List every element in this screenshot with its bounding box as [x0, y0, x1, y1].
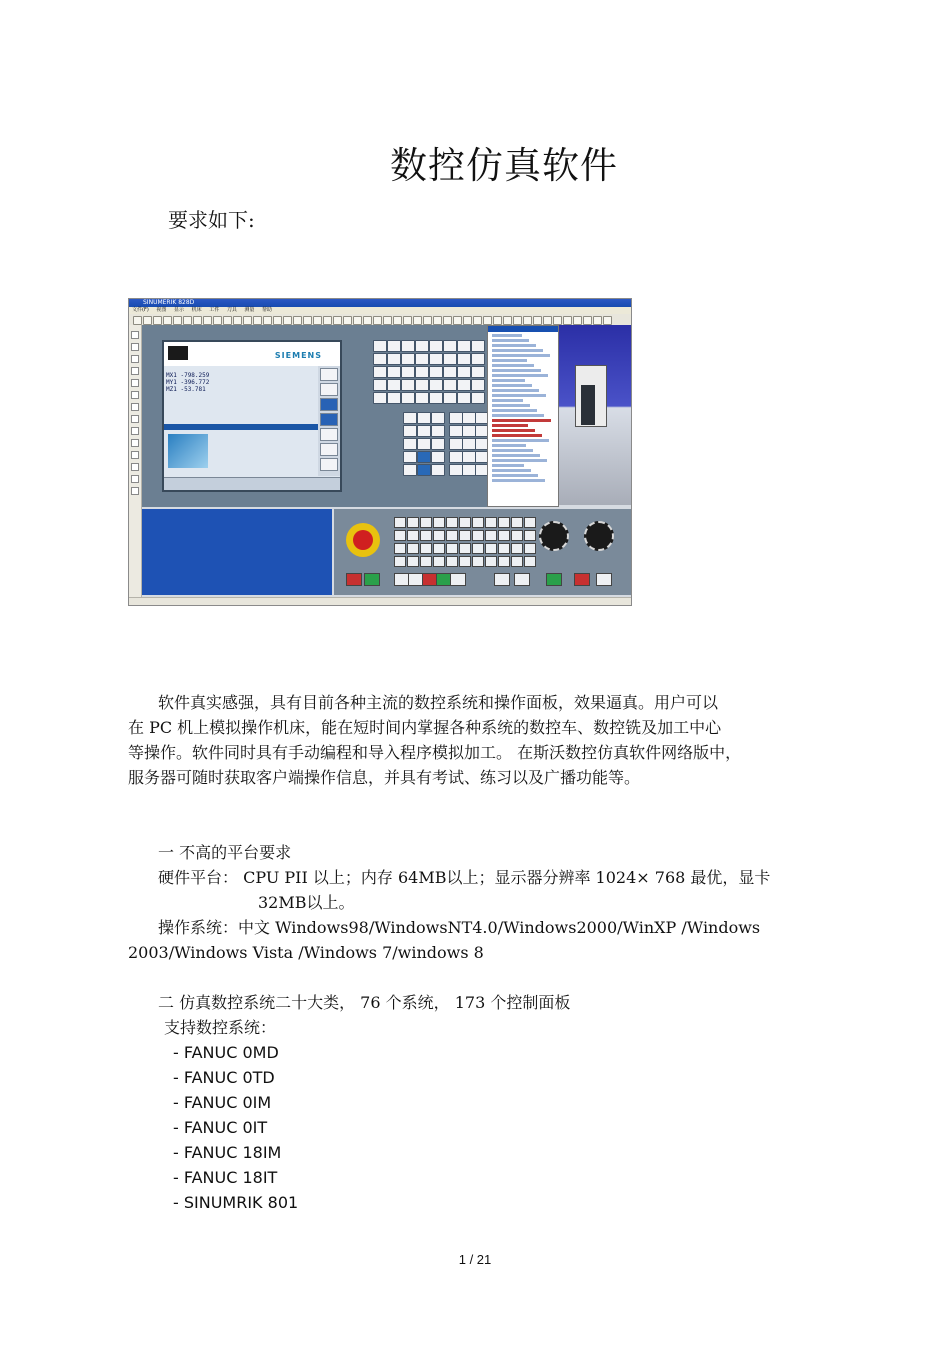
- tree-node[interactable]: [492, 354, 550, 357]
- intro-line: 软件真实感强，具有目前各种主流的数控系统和操作面板，效果逼真。用户可以: [158, 693, 719, 712]
- keypad-key[interactable]: [401, 353, 415, 365]
- keypad-key[interactable]: [387, 392, 401, 404]
- section-2: [128, 990, 828, 1040]
- toolbar-button[interactable]: [473, 316, 482, 325]
- menu-item[interactable]: 测量: [244, 307, 255, 313]
- axis-value: -798.259: [180, 372, 210, 379]
- toolbar-button[interactable]: [593, 316, 602, 325]
- control-key[interactable]: [420, 517, 432, 528]
- keypad-key[interactable]: [373, 353, 387, 365]
- intro-paragraph: [128, 690, 828, 790]
- side-tool-button[interactable]: [131, 343, 139, 351]
- control-key[interactable]: [433, 543, 445, 554]
- toolbar-button[interactable]: [343, 316, 352, 325]
- list-item: - FANUC 18IM: [173, 1143, 282, 1162]
- tree-header: [488, 326, 558, 332]
- intro-line: 在 PC 机上模拟操作机床，能在短时间内掌握各种系统的数控车、数控铣及加工中心: [128, 718, 722, 737]
- numeric-key[interactable]: [449, 438, 463, 450]
- alpha-keypad: [373, 340, 487, 490]
- numeric-key[interactable]: [462, 438, 476, 450]
- cursor-key[interactable]: [431, 464, 445, 476]
- control-key[interactable]: [472, 530, 484, 541]
- side-tool-button[interactable]: [131, 403, 139, 411]
- keypad-key[interactable]: [401, 366, 415, 378]
- page-number: 1 / 21: [458, 1252, 492, 1267]
- system-list: [173, 1040, 298, 1215]
- side-tool-button[interactable]: [131, 463, 139, 471]
- toolbar-button[interactable]: [283, 316, 292, 325]
- cursor-key[interactable]: [403, 438, 417, 450]
- control-key[interactable]: [511, 530, 523, 541]
- side-tool-button[interactable]: [131, 475, 139, 483]
- keypad-key[interactable]: [429, 392, 443, 404]
- toolbar-button[interactable]: [423, 316, 432, 325]
- left-tool-strip: [129, 325, 142, 597]
- control-key[interactable]: [446, 543, 458, 554]
- control-key[interactable]: [498, 530, 510, 541]
- cursor-key[interactable]: [417, 412, 431, 424]
- control-key[interactable]: [420, 543, 432, 554]
- toolbar-button[interactable]: [363, 316, 372, 325]
- cursor-key[interactable]: [431, 438, 445, 450]
- intro-line: 等操作。软件同时具有手动编程和导入程序模拟加工。 在斯沃数控仿真软件网络版中，: [128, 743, 742, 762]
- toolbar-button[interactable]: [133, 316, 142, 325]
- keypad-key[interactable]: [415, 340, 429, 352]
- control-key[interactable]: [407, 517, 419, 528]
- cursor-key[interactable]: [403, 412, 417, 424]
- toolbar-button[interactable]: [353, 316, 362, 325]
- keypad-key[interactable]: [387, 379, 401, 391]
- control-key[interactable]: [511, 543, 523, 554]
- tree-node[interactable]: [492, 474, 538, 477]
- tree-node[interactable]: [492, 454, 540, 457]
- keypad-key[interactable]: [443, 366, 457, 378]
- keypad-key[interactable]: [401, 392, 415, 404]
- subtitle: 要求如下:: [168, 208, 255, 232]
- numeric-key[interactable]: [449, 464, 463, 476]
- numeric-key[interactable]: [462, 412, 476, 424]
- tree-node[interactable]: [492, 409, 537, 412]
- menu-item[interactable]: 文件(F): [132, 307, 149, 313]
- toolbar-button[interactable]: [243, 316, 252, 325]
- keypad-key[interactable]: [443, 392, 457, 404]
- control-key[interactable]: [433, 556, 445, 567]
- tree-node[interactable]: [492, 419, 551, 422]
- tool-simulation-view: [168, 434, 208, 468]
- tree-node[interactable]: [492, 369, 541, 372]
- toolbar-button[interactable]: [503, 316, 512, 325]
- tree-node[interactable]: [492, 374, 548, 377]
- toolbar-button[interactable]: [523, 316, 532, 325]
- feed-override-dial[interactable]: [539, 521, 569, 551]
- tree-node[interactable]: [492, 339, 529, 342]
- toolbar-button[interactable]: [513, 316, 522, 325]
- numeric-key[interactable]: [462, 451, 476, 463]
- keypad-key[interactable]: [457, 353, 471, 365]
- toolbar-button[interactable]: [433, 316, 442, 325]
- toolbar-button[interactable]: [413, 316, 422, 325]
- axis-label: MY1: [166, 379, 177, 386]
- keypad-key[interactable]: [429, 340, 443, 352]
- tree-node[interactable]: [492, 429, 535, 432]
- toolbar-button[interactable]: [253, 316, 262, 325]
- side-tool-button[interactable]: [131, 427, 139, 435]
- menu-bar: [129, 307, 631, 314]
- cursor-key[interactable]: [403, 451, 417, 463]
- cursor-key[interactable]: [431, 425, 445, 437]
- toolbar-button[interactable]: [443, 316, 452, 325]
- menu-item[interactable]: 视图: [156, 307, 167, 313]
- machine-control-panel: [334, 509, 631, 595]
- side-tool-button[interactable]: [131, 439, 139, 447]
- control-key[interactable]: [459, 517, 471, 528]
- intro-line: 服务器可随时获取客户端操作信息，并具有考试、练习以及广播功能等。: [128, 768, 641, 787]
- status-strip: [164, 424, 340, 430]
- control-key[interactable]: [472, 517, 484, 528]
- coordinate-readout: [166, 372, 316, 422]
- toolbar-button[interactable]: [273, 316, 282, 325]
- os-requirements: 操作系统：中文 Windows98/WindowsNT4.0/Windows2000/WinXP /Windows: [158, 918, 761, 937]
- control-key[interactable]: [485, 543, 497, 554]
- keypad-key[interactable]: [429, 353, 443, 365]
- toolbar-button[interactable]: [583, 316, 592, 325]
- tree-node[interactable]: [492, 459, 547, 462]
- control-key[interactable]: [524, 517, 536, 528]
- horizontal-softkeys[interactable]: [164, 477, 340, 490]
- side-tool-button[interactable]: [131, 451, 139, 459]
- screen-header: [164, 342, 340, 366]
- control-key[interactable]: [459, 556, 471, 567]
- control-key[interactable]: [485, 556, 497, 567]
- tree-node[interactable]: [492, 349, 543, 352]
- control-key[interactable]: [494, 573, 510, 586]
- window-title-bar: SINUMERIK 828D: [129, 299, 631, 307]
- tree-node[interactable]: [492, 449, 533, 452]
- side-tool-button[interactable]: [131, 415, 139, 423]
- keypad-key[interactable]: [401, 379, 415, 391]
- tree-node[interactable]: [492, 479, 545, 482]
- keypad-key[interactable]: [457, 366, 471, 378]
- tree-node[interactable]: [492, 439, 549, 442]
- keypad-key[interactable]: [373, 340, 387, 352]
- menu-item[interactable]: 工件: [209, 307, 220, 313]
- control-key[interactable]: [498, 517, 510, 528]
- blue-panel: [142, 509, 332, 595]
- toolbar-button[interactable]: [263, 316, 272, 325]
- toolbar-button[interactable]: [533, 316, 542, 325]
- softkey[interactable]: [320, 398, 338, 411]
- softkey[interactable]: [320, 458, 338, 471]
- cursor-key[interactable]: [431, 412, 445, 424]
- cursor-key[interactable]: [417, 464, 431, 476]
- toolbar-button[interactable]: [483, 316, 492, 325]
- tree-node[interactable]: [492, 389, 539, 392]
- control-key[interactable]: [485, 530, 497, 541]
- control-key[interactable]: [407, 556, 419, 567]
- model-tree: [487, 325, 559, 507]
- tree-node[interactable]: [492, 359, 527, 362]
- toolbar-button[interactable]: [153, 316, 162, 325]
- control-key[interactable]: [511, 517, 523, 528]
- toolbar-button[interactable]: [403, 316, 412, 325]
- keypad-key[interactable]: [471, 340, 485, 352]
- tree-node[interactable]: [492, 444, 526, 447]
- control-key[interactable]: [472, 556, 484, 567]
- tree-node[interactable]: [492, 464, 524, 467]
- cursor-key[interactable]: [403, 425, 417, 437]
- status-bar: [129, 597, 631, 605]
- cursor-key[interactable]: [417, 438, 431, 450]
- axis-value: -396.772: [180, 379, 210, 386]
- keypad-key[interactable]: [457, 392, 471, 404]
- control-key[interactable]: [546, 573, 562, 586]
- cnc-panel: [142, 325, 487, 507]
- side-tool-button[interactable]: [131, 367, 139, 375]
- keypad-key[interactable]: [401, 340, 415, 352]
- toolbar-button[interactable]: [543, 316, 552, 325]
- axis-value: -53.781: [180, 386, 206, 393]
- keypad-key[interactable]: [387, 366, 401, 378]
- side-tool-button[interactable]: [131, 391, 139, 399]
- side-tool-button[interactable]: [131, 379, 139, 387]
- numeric-key[interactable]: [462, 425, 476, 437]
- emergency-stop-button[interactable]: [346, 523, 380, 557]
- support-label: 支持数控系统：: [164, 1018, 277, 1037]
- side-tool-button[interactable]: [131, 331, 139, 339]
- spindle-model: [581, 385, 595, 425]
- cursor-key[interactable]: [403, 464, 417, 476]
- tree-node[interactable]: [492, 394, 546, 397]
- toolbar-button[interactable]: [323, 316, 332, 325]
- control-key[interactable]: [407, 543, 419, 554]
- list-item: - FANUC 18IT: [173, 1168, 278, 1187]
- softkey[interactable]: [320, 383, 338, 396]
- control-key[interactable]: [524, 530, 536, 541]
- control-key[interactable]: [459, 543, 471, 554]
- list-item: - FANUC 0TD: [173, 1068, 275, 1087]
- os-requirements-cont: 2003/Windows Vista /Windows 7/windows 8: [128, 943, 484, 962]
- keypad-key[interactable]: [415, 366, 429, 378]
- menu-item[interactable]: 帮助: [262, 307, 273, 313]
- vertical-softkeys: [318, 366, 340, 476]
- softkey[interactable]: [320, 368, 338, 381]
- control-key[interactable]: [485, 517, 497, 528]
- menu-item[interactable]: 显示: [173, 307, 184, 313]
- control-key[interactable]: [574, 573, 590, 586]
- software-screenshot: [128, 298, 632, 606]
- keypad-key[interactable]: [457, 340, 471, 352]
- control-key[interactable]: [420, 556, 432, 567]
- control-key[interactable]: [524, 543, 536, 554]
- tree-node[interactable]: [492, 434, 542, 437]
- toolbar-button[interactable]: [383, 316, 392, 325]
- numeric-key[interactable]: [462, 464, 476, 476]
- keypad-key[interactable]: [415, 353, 429, 365]
- keypad-key[interactable]: [443, 340, 457, 352]
- control-key[interactable]: [498, 543, 510, 554]
- toolbar-button[interactable]: [393, 316, 402, 325]
- keypad-key[interactable]: [415, 379, 429, 391]
- tree-node[interactable]: [492, 334, 522, 337]
- keypad-key[interactable]: [429, 366, 443, 378]
- machine-3d-view: [559, 325, 631, 505]
- control-key[interactable]: [420, 530, 432, 541]
- keypad-key[interactable]: [443, 353, 457, 365]
- section-1: [128, 840, 828, 965]
- keypad-key[interactable]: [387, 353, 401, 365]
- menu-item[interactable]: 刀具: [226, 307, 237, 313]
- menu-item[interactable]: 机床: [191, 307, 202, 313]
- toolbar-button[interactable]: [573, 316, 582, 325]
- control-key[interactable]: [472, 543, 484, 554]
- control-key[interactable]: [364, 573, 380, 586]
- list-item: - SINUMRIK 801: [173, 1193, 299, 1212]
- list-item: - FANUC 0MD: [173, 1043, 279, 1062]
- numeric-key[interactable]: [449, 412, 463, 424]
- control-key[interactable]: [511, 556, 523, 567]
- side-tool-button[interactable]: [131, 355, 139, 363]
- control-key[interactable]: [450, 573, 466, 586]
- toolbar-button[interactable]: [203, 316, 212, 325]
- keypad-key[interactable]: [471, 353, 485, 365]
- hardware-requirements: 硬件平台： CPU PII 以上；内存 64MB以上；显示器分辨率 1024× 768 最优，显卡: [158, 868, 771, 887]
- tree-node[interactable]: [492, 404, 530, 407]
- toolbar-button[interactable]: [333, 316, 342, 325]
- toolbar-button[interactable]: [183, 316, 192, 325]
- control-key[interactable]: [433, 530, 445, 541]
- softkey[interactable]: [320, 428, 338, 441]
- softkey[interactable]: [320, 413, 338, 426]
- control-key[interactable]: [407, 530, 419, 541]
- control-key[interactable]: [498, 556, 510, 567]
- axis-label: MZ1: [166, 386, 177, 393]
- toolbar-button[interactable]: [453, 316, 462, 325]
- control-key[interactable]: [596, 573, 612, 586]
- cursor-key[interactable]: [431, 451, 445, 463]
- tree-node[interactable]: [492, 399, 523, 402]
- control-key[interactable]: [394, 517, 406, 528]
- numeric-key[interactable]: [449, 451, 463, 463]
- toolbar-button[interactable]: [493, 316, 502, 325]
- toolbar-button[interactable]: [173, 316, 182, 325]
- control-key[interactable]: [433, 517, 445, 528]
- toolbar-button[interactable]: [603, 316, 612, 325]
- cnc-screen: [162, 340, 342, 492]
- keypad-key[interactable]: [429, 379, 443, 391]
- softkey[interactable]: [320, 443, 338, 456]
- section-heading: 一 不高的平台要求: [158, 843, 292, 862]
- mode-icon: [168, 346, 188, 360]
- control-key[interactable]: [394, 543, 406, 554]
- toolbar-button[interactable]: [563, 316, 572, 325]
- section-heading: 二 仿真数控系统二十大类， 76 个系统， 173 个控制面板: [158, 993, 571, 1012]
- keypad-key[interactable]: [471, 366, 485, 378]
- cursor-key[interactable]: [417, 425, 431, 437]
- cursor-key[interactable]: [417, 451, 431, 463]
- control-key[interactable]: [446, 530, 458, 541]
- toolbar-button[interactable]: [223, 316, 232, 325]
- page-title: 数控仿真软件: [390, 144, 618, 187]
- toolbar-button[interactable]: [373, 316, 382, 325]
- tree-node[interactable]: [492, 364, 534, 367]
- keypad-key[interactable]: [471, 392, 485, 404]
- toolbar-button[interactable]: [143, 316, 152, 325]
- control-key[interactable]: [446, 517, 458, 528]
- keypad-key[interactable]: [373, 379, 387, 391]
- numeric-key[interactable]: [449, 425, 463, 437]
- control-key[interactable]: [394, 530, 406, 541]
- toolbar-button[interactable]: [303, 316, 312, 325]
- toolbar-button[interactable]: [233, 316, 242, 325]
- tree-node[interactable]: [492, 384, 532, 387]
- hardware-requirements-cont: 32MB以上。: [258, 893, 355, 912]
- axis-label: MX1: [166, 372, 177, 379]
- control-key[interactable]: [394, 556, 406, 567]
- control-key[interactable]: [346, 573, 362, 586]
- control-key[interactable]: [446, 556, 458, 567]
- brand-logo: SIEMENS: [274, 351, 322, 360]
- toolbar-button[interactable]: [213, 316, 222, 325]
- spindle-override-dial[interactable]: [584, 521, 614, 551]
- keypad-key[interactable]: [373, 366, 387, 378]
- control-key[interactable]: [514, 573, 530, 586]
- side-tool-button[interactable]: [131, 487, 139, 495]
- keypad-key[interactable]: [471, 379, 485, 391]
- tree-node[interactable]: [492, 414, 544, 417]
- toolbar-button[interactable]: [293, 316, 302, 325]
- tree-node[interactable]: [492, 344, 536, 347]
- tree-node[interactable]: [492, 424, 528, 427]
- control-key[interactable]: [459, 530, 471, 541]
- toolbar-button[interactable]: [193, 316, 202, 325]
- tree-node[interactable]: [492, 469, 531, 472]
- toolbar-button[interactable]: [163, 316, 172, 325]
- list-item: - FANUC 0IM: [173, 1093, 272, 1112]
- toolbar-button[interactable]: [553, 316, 562, 325]
- list-item: - FANUC 0IT: [173, 1118, 268, 1137]
- keypad-key[interactable]: [387, 340, 401, 352]
- keypad-key[interactable]: [443, 379, 457, 391]
- keypad-key[interactable]: [415, 392, 429, 404]
- control-key[interactable]: [524, 556, 536, 567]
- keypad-key[interactable]: [373, 392, 387, 404]
- tree-node[interactable]: [492, 379, 525, 382]
- toolbar-button[interactable]: [463, 316, 472, 325]
- toolbar-button[interactable]: [313, 316, 322, 325]
- keypad-key[interactable]: [457, 379, 471, 391]
